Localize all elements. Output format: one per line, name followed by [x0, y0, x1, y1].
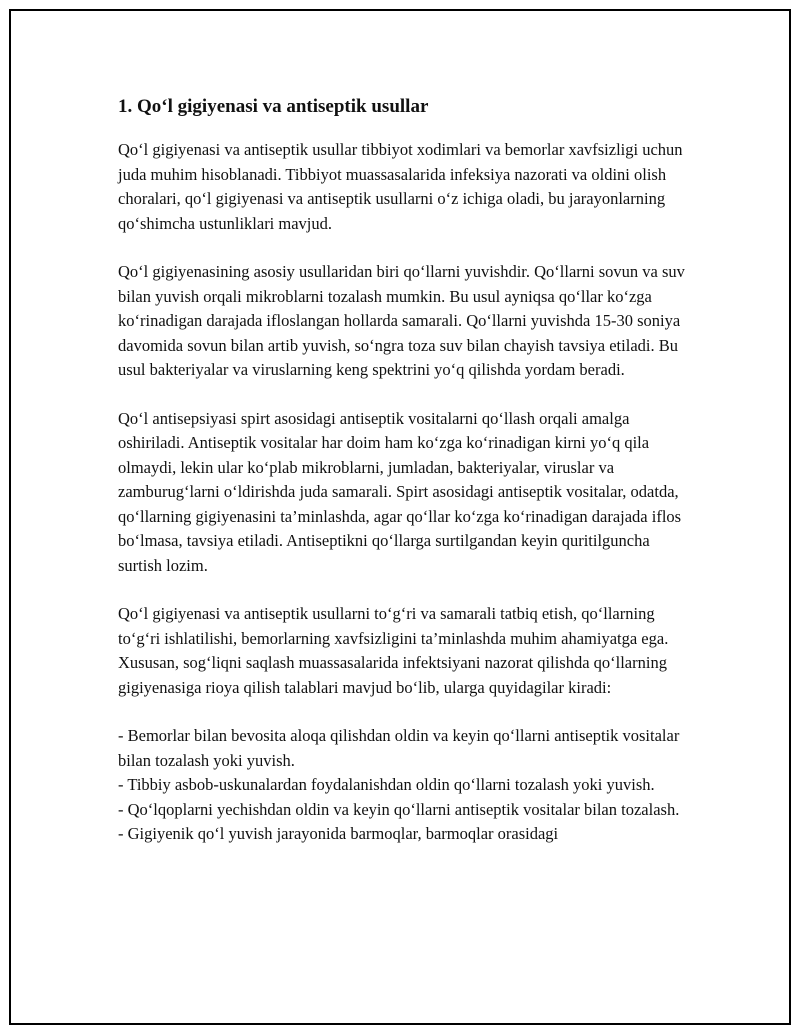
- paragraph: Qo‘l gigiyenasining asosiy usullaridan biri qo‘llarni yuvishdir. Qo‘llarni sovun va suv bilan yuvish orqali mikroblarni tozalash mumkin. Bu usul ayniqsa qo‘llar ko‘zga ko‘rinadigan darajada ifloslangan hollarda samarali. Qo‘llarni yuvishda 15-30 soniya davomida sovun bilan artib yuvish, so‘ngra toza suv bilan chayish tavsiya etiladi. Bu usul bakteriyalar va viruslarning keng spektrini yo‘q qilishda yordam beradi.: [118, 262, 685, 379]
- document-body: [118, 92, 690, 847]
- list-item: - Gigiyenik qo‘l yuvish jarayonida barmoqlar, barmoqlar orasidagi: [118, 824, 559, 843]
- list-item: - Tibbiy asbob-uskunalardan foydalanishdan oldin qo‘llarni tozalash yoki yuvish.: [118, 775, 655, 794]
- paragraph: Qo‘l gigiyenasi va antiseptik usullarni to‘g‘ri va samarali tatbiq etish, qo‘llarning to‘g‘ri ishlatilishi, bemorlarning xavfsizligini ta’minlashda muhim ahamiyatga ega. Xususan, sog‘liqni saqlash muassasalarida infektsiyani nazorat qilishda qo‘llarning gigiyenasiga rioya qilish talablari mavjud bo‘lib, ularga quyidagilar kiradi:: [118, 604, 669, 697]
- requirements-list: [118, 724, 690, 847]
- paragraph: Qo‘l antisepsiyasi spirt asosidagi antiseptik vositalarni qo‘llash orqali amalga oshiriladi. Antiseptik vositalar har doim ham ko‘zga ko‘rinadigan kirni yo‘q qila olmaydi, lekin ular ko‘plab mikroblarni, jumladan, bakteriyalar, viruslar va zamburug‘larni o‘ldirishda juda samarali. Spirt asosidagi antiseptik vositalar, odatda, qo‘llarning gigiyenasini ta’minlashda, agar qo‘llar ko‘zga ko‘rinadigan darajada iflos bo‘lmasa, tavsiya etiladi. Antiseptikni qo‘llarga surtilgandan keyin quritilguncha surtish lozim.: [118, 408, 682, 575]
- section-heading: 1. Qo‘l gigiyenasi va antiseptik usullar: [118, 96, 429, 117]
- list-item: - Bemorlar bilan bevosita aloqa qilishdan oldin va keyin qo‘llarni antiseptik vositalar bilan tozalash yoki yuvish.: [118, 726, 680, 770]
- list-item: - Qo‘lqoplarni yechishdan oldin va keyin qo‘llarni antiseptik vositalar bilan tozalash.: [118, 799, 680, 819]
- paragraph: Qo‘l gigiyenasi va antiseptik usullar tibbiyot xodimlari va bemorlar xavfsizligi uchun juda muhim hisoblanadi. Tibbiyot muassasalarida infeksiya nazorati va oldini olish choralari, qo‘l gigiyenasi va antiseptik usullarni o‘z ichiga oladi, bu jarayonlarning qo‘shimcha ustunliklari mavjud.: [118, 140, 683, 233]
